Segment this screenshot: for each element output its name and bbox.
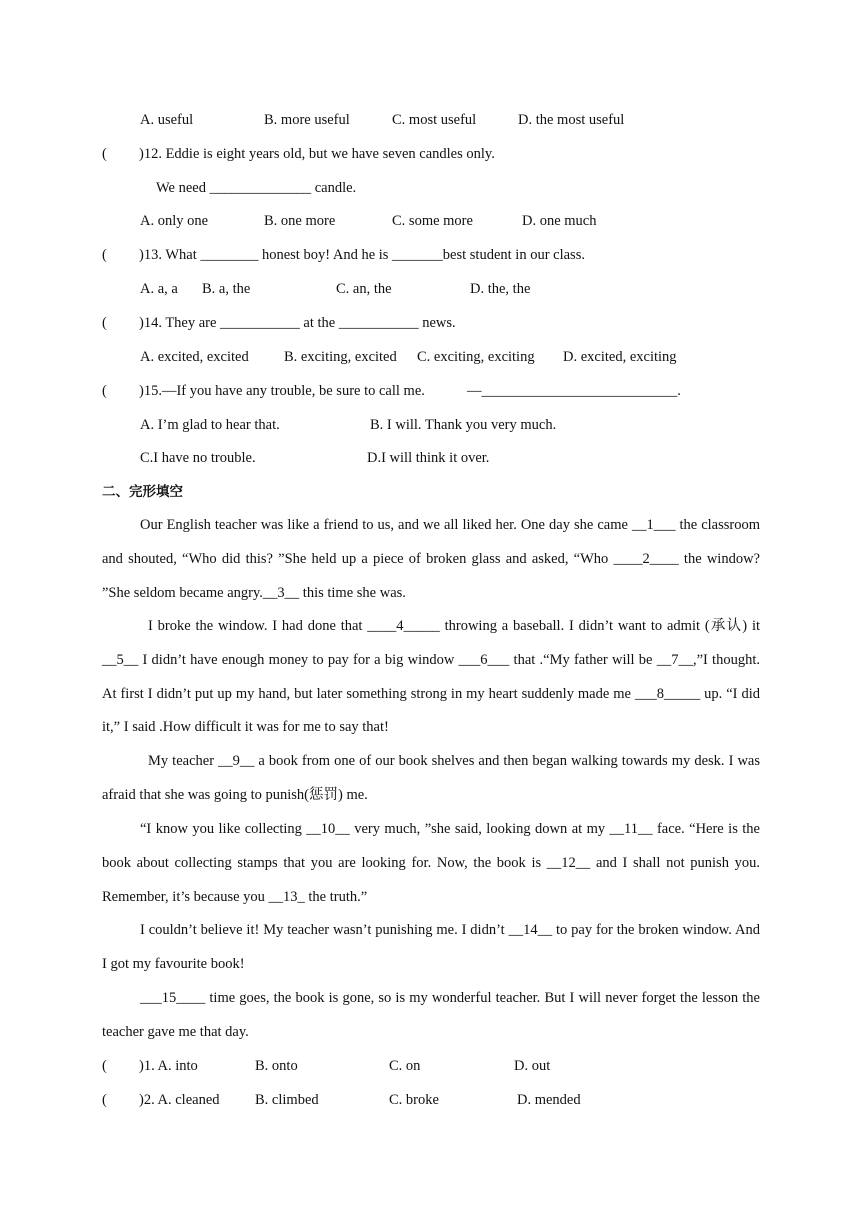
q13-option-b: B. a, the — [202, 281, 251, 297]
q14-stem: )14. They are ___________ at the ___________ news. — [139, 315, 456, 331]
q11-option-a: A. useful — [140, 112, 194, 128]
section-heading: 二、完形填空 — [102, 484, 183, 500]
q15-answer-paren[interactable]: ( — [102, 383, 107, 399]
cloze-q2-answer-paren[interactable]: ( — [102, 1092, 107, 1108]
passage-paragraph: I couldn’t believe it! My teacher wasn’t punishing me. I didn’t __14__ to pay for the broken window. And I got my favourite book! — [102, 922, 760, 972]
q11-option-d: D. the most useful — [518, 112, 625, 128]
q15-option-a: A. I’m glad to hear that. — [140, 417, 280, 433]
cloze-q2-option-c: C. broke — [389, 1092, 439, 1108]
passage-paragraph: ___15____ time goes, the book is gone, so is my wonderful teacher. But I will never forget the lesson the teacher gave me that day. — [102, 990, 760, 1040]
q13-answer-paren[interactable]: ( — [102, 247, 107, 263]
q13-option-c: C. an, the — [336, 281, 392, 297]
q15-option-d: D.I will think it over. — [367, 450, 490, 466]
q14-answer-paren[interactable]: ( — [102, 315, 107, 331]
q12-answer-paren[interactable]: ( — [102, 146, 107, 162]
q14-option-d: D. excited, exciting — [563, 349, 677, 365]
q14-option-a: A. excited, excited — [140, 349, 249, 365]
q12-option-d: D. one much — [522, 213, 597, 229]
cloze-q2-option-b: B. climbed — [255, 1092, 319, 1108]
q12-stem: )12. Eddie is eight years old, but we have seven candles only. — [139, 146, 495, 162]
cloze-q2-stem: )2. A. cleaned — [139, 1092, 220, 1108]
passage-paragraph: My teacher __9__ a book from one of our book shelves and then began walking towards my desk. I was afraid that she was going to punish(惩罚) me. — [102, 753, 760, 803]
cloze-q1-option-b: B. onto — [255, 1058, 298, 1074]
q13-stem: )13. What ________ honest boy! And he is _______best student in our class. — [139, 247, 585, 263]
cloze-q1-answer-paren[interactable]: ( — [102, 1058, 107, 1074]
passage-paragraph: Our English teacher was like a friend to us, and we all liked her. One day she came __1___ the classroom and shouted, “Who did this? ”She held up a piece of broken glass and asked, “Who ____2____ the window? ”She seldom became angry.__3__ this time she was. — [102, 517, 760, 601]
cloze-q2-option-d: D. mended — [517, 1092, 581, 1108]
q12-option-b: B. one more — [264, 213, 336, 229]
q12-option-c: C. some more — [392, 213, 473, 229]
q15-option-b: B. I will. Thank you very much. — [370, 417, 557, 433]
q11-option-c: C. most useful — [392, 112, 477, 128]
passage-paragraph: I broke the window. I had done that ____4_____ throwing a baseball. I didn’t want to admit (承认) it __5__ I didn’t have enough money to pay for a big window ___6___ that .“My father will be __7__,”I thought. At first I didn’t put up my hand, but later something strong in my heart suddenly made me ___8_____ up. “I did it,” I said .How difficult it was for me to say that! — [102, 618, 760, 736]
q15-option-c: C.I have no trouble. — [140, 450, 256, 466]
q11-option-b: B. more useful — [264, 112, 350, 128]
q12-option-a: A. only one — [140, 213, 209, 229]
q13-option-a: A. a, a — [140, 281, 178, 297]
q15-stem: )15.—If you have any trouble, be sure to call me. — [139, 383, 425, 399]
passage-paragraph: “I know you like collecting __10__ very much, ”she said, looking down at my __11__ face. “Here is the book about collecting stamps that you are looking for. Now, the book is __12__ and I shall not punish you. Remember, it’s because you __13_ the truth.” — [102, 821, 760, 905]
q14-option-b: B. exciting, excited — [284, 349, 397, 365]
q14-option-c: C. exciting, exciting — [417, 349, 535, 365]
cloze-q1-stem: )1. A. into — [139, 1058, 198, 1074]
q12-line2: We need ______________ candle. — [156, 180, 357, 196]
cloze-q1-option-c: C. on — [389, 1058, 421, 1074]
q13-option-d: D. the, the — [470, 281, 531, 297]
q15-reply-blank: —___________________________. — [467, 383, 681, 399]
cloze-q1-option-d: D. out — [514, 1058, 551, 1074]
